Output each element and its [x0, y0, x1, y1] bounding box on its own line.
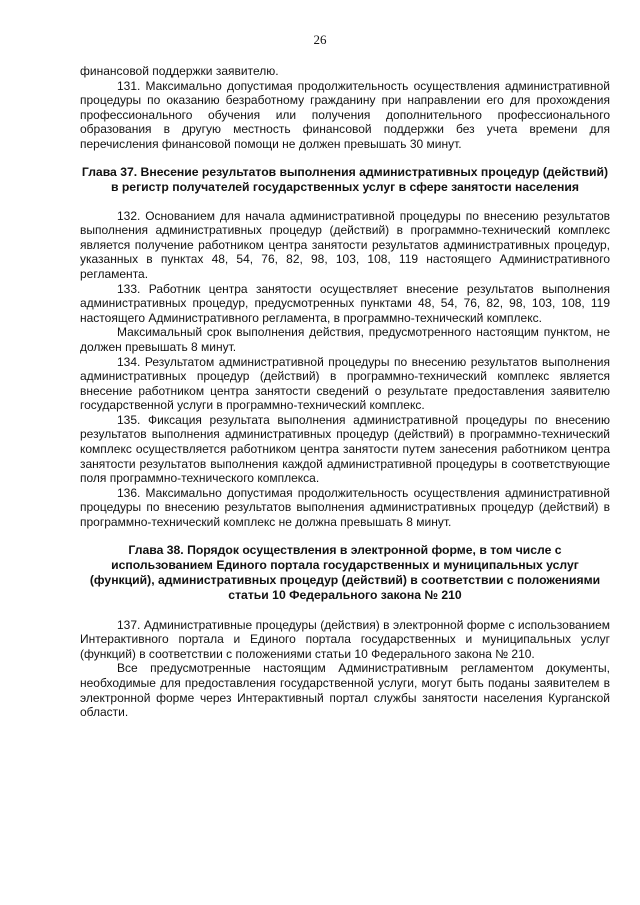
chapter-37-heading: Глава 37. Внесение результатов выполнения административных процедур (действий) в регистр получателей государственных услуг в сфере занятости населения	[81, 164, 609, 194]
page-body	[80, 64, 610, 720]
chapter-38-heading: Глава 38. Порядок осуществления в электронной форме, в том числе с использованием Единого портала государственных и муниципальных услуг (функций), административных процедур (действий) в соответствии с положениями статьи 10 Федерального закона № 210	[89, 542, 601, 602]
paragraph-136: 136. Максимально допустимая продолжительность осуществления административной процедуры по внесению результатов выполнения административных процедур (действий) в программно-технический комплекс не должна превышать 8 минут.	[80, 485, 610, 530]
paragraph-133-time-limit: Максимальный срок выполнения действия, предусмотренного настоящим пунктом, не должен превышать 8 минут.	[80, 325, 610, 354]
paragraph-137: 137. Административные процедуры (действия) в электронной форме с использованием Интерактивного портала и Единого портала государственных и муниципальных услуг (функций) в соответствии с положениями статьи 10 Федерального закона № 210.	[80, 617, 610, 661]
paragraph-134: 134. Результатом административной процедуры по внесению результатов выполнения административных процедур (действий) в программно-технический комплекс является внесение работником центра занятости сведений о результате предоставления заявителю государственной услуги в программно-технический комплекс.	[80, 354, 610, 413]
page-number: 26	[313, 32, 327, 47]
paragraph-131: 131. Максимально допустимая продолжительность осуществления административной процедуры по оказанию безработному гражданину при направлении его для прохождения профессионального обучения или получения дополнительного профессионального образования в другую местность финансовой поддержки без учета времени для перечисления финансовой помощи не должен превышать 30 минут.	[80, 78, 610, 151]
paragraph-continuation: финансовой поддержки заявителю.	[80, 64, 279, 78]
paragraph-137-documents: Все предусмотренные настоящим Административным регламентом документы, необходимые для предоставления государственной услуги, могут быть поданы заявителем в электронной форме через Интерактивный портал службы занятости населения Курганской области.	[80, 661, 610, 720]
paragraph-132: 132. Основанием для начала административной процедуры по внесению результатов выполнения административных процедур (действий) в программно-технический комплекс является получение работником центра занятости результатов административных процедур, указанных в пунктах 48, 54, 76, 82, 98, 103, 108, 119 настоящего Административного регламента.	[80, 208, 610, 281]
paragraph-133: 133. Работник центра занятости осуществляет внесение результатов выполнения административных процедур, предусмотренных пунктами 48, 54, 76, 82, 98, 103, 108, 119 настоящего Административного регламента, в программно-технический комплекс.	[80, 281, 610, 325]
paragraph-135: 135. Фиксация результата выполнения административной процедуры по внесению результатов выполнения административных процедур (действий) в программно-технический комплекс осуществляется работником центра занятости путем занесения работником центра занятости результатов выполнения каждой административной процедуры в соответствующие поля программно-технического комплекса.	[80, 412, 610, 486]
